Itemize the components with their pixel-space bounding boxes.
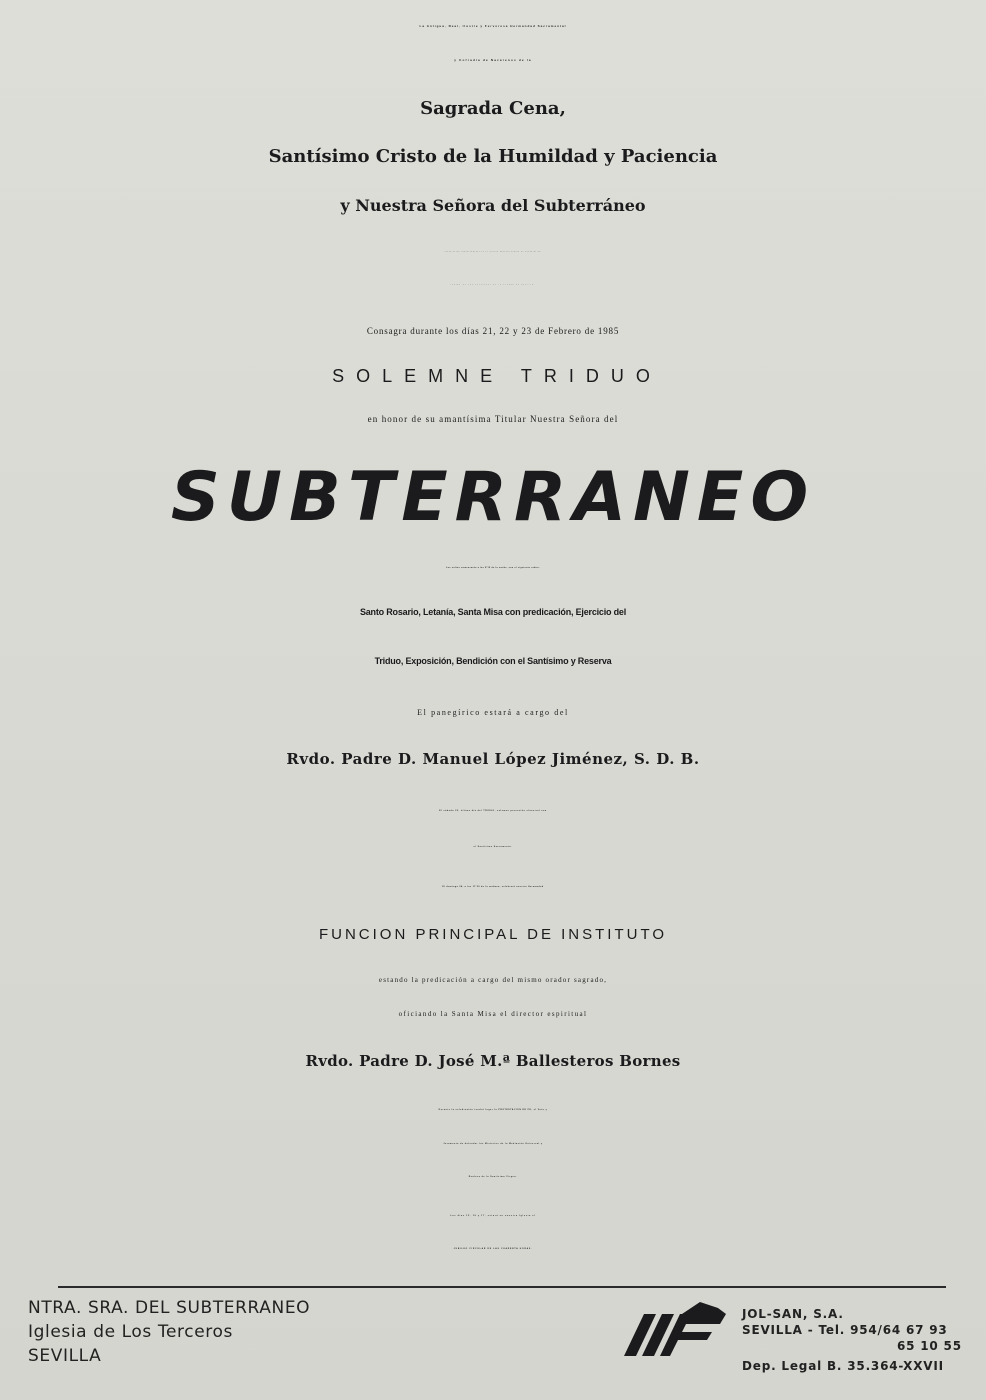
header-line-1: La Antigua, Real, Ilustre y Fervorosa Hermandad Sacramental: [419, 24, 567, 28]
durante-line-1: Durante la celebración tendrá lugar la PROTESTACION DE FE, el Voto y: [438, 1109, 548, 1111]
solemne-triduo: SOLEMNE TRIDUO: [332, 366, 662, 386]
printer-info: [742, 1306, 962, 1374]
domingo-line: El domingo 24, a las 11'30 de la mañana, celebrará nuestra Hermandad: [442, 886, 544, 888]
subterraneo-heading: SUBTERRANEO: [170, 458, 816, 537]
consagra-line: Consagra durante los días 21, 22 y 23 de Febrero de 1985: [366, 326, 620, 336]
printer-name: JOL-SAN, S.A.: [742, 1307, 844, 1321]
footer-brotherhood: NTRA. SRA. DEL SUBTERRANEO: [28, 1298, 311, 1318]
title-sagrada-cena: Sagrada Cena,: [420, 98, 566, 119]
orden-line-2: Triduo, Exposición, Bendición con el Santísimo y Reserva: [374, 656, 612, 666]
funcion-principal: FUNCION PRINCIPAL DE INSTITUTO: [318, 926, 668, 943]
establecida-line-1: establecida canónicamente en la Iglesia Nuestra Señora de Consolación: [444, 252, 542, 253]
durante-line-3: Realeza de la Santísima Virgen.: [468, 1176, 518, 1178]
title-cristo: Santísimo Cristo de la Humildad y Paciencia: [268, 146, 718, 167]
sabado-line-2: el Santísimo Sacramento.: [473, 846, 513, 848]
footer-city: SEVILLA: [28, 1346, 102, 1366]
printer-logo-icon: [622, 1300, 728, 1358]
printer-city-tel: SEVILLA - Tel. 954/64 67 93: [742, 1323, 948, 1337]
durante-line-2: Juramento de defender los Misterios de la Mediación Universal y: [443, 1143, 543, 1145]
title-subterraneo: y Nuestra Señora del Subterráneo: [340, 196, 646, 215]
predicador-name: Rvdo. Padre D. Manuel López Jiménez, S. D. B.: [286, 750, 700, 768]
footer-address: [28, 1296, 310, 1368]
sabado-line-1: El sábado 23, último día del TRIDUO, solemne procesión claustral con: [439, 810, 547, 812]
footer-church: Iglesia de Los Terceros: [28, 1322, 233, 1342]
header-line-2: y Cofradía de Nazarenos de la: [454, 58, 532, 62]
establecida-line-2: (vulgo de Los Terceros) de la ciudad de Sevilla.: [450, 285, 536, 286]
footer-divider: [58, 1286, 946, 1288]
printer-tel-2: 65 10 55: [897, 1339, 962, 1353]
jubileo-line-1: Los días 15, 16 y 17, estará en nuestra Iglesia el: [450, 1215, 536, 1217]
estando-line-2: oficiando la Santa Misa el director espiritual: [398, 1010, 588, 1018]
director-name: Rvdo. Padre D. José M.ª Ballesteros Bornes: [305, 1052, 681, 1070]
en-honor-line: en honor de su amantísima Titular Nuestra Señora del: [367, 414, 619, 424]
panegirico-line: El panegírico estará a cargo del: [417, 708, 569, 717]
estando-line-1: estando la predicación a cargo del mismo orador sagrado,: [378, 976, 608, 984]
jubileo-line-2: JUBILEO CIRCULAR DE LAS CUARENTA HORAS.: [453, 1248, 533, 1250]
cultos-line: Los cultos comenzarán a las 8'15 de la noche, con el siguiente orden:: [446, 567, 540, 569]
legal-deposit: Dep. Legal B. 35.364-XXVII: [742, 1359, 944, 1373]
orden-line-1: Santo Rosario, Letanía, Santa Misa con predicación, Ejercicio del: [359, 607, 627, 617]
